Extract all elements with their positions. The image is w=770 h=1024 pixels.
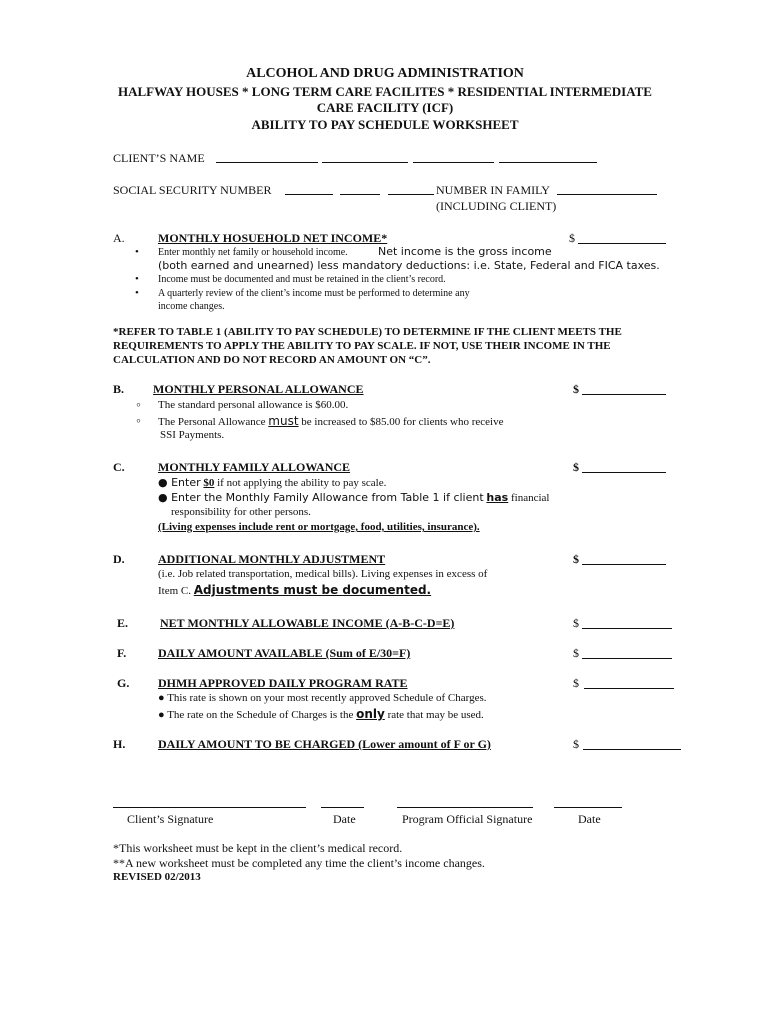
section-g-bullet2-a: ● The rate on the Schedule of Charges is the: [158, 709, 354, 721]
section-a-letter: A.: [113, 231, 125, 245]
section-c-bullet2-has: has: [486, 491, 509, 504]
section-a-bullet2: Income must be documented and must be retained in the client’s record.: [158, 274, 446, 285]
form-subtitle-line1: HALFWAY HOUSES * LONG TERM CARE FACILITES * RESIDENTIAL INTERMEDIATE: [118, 84, 652, 99]
refer-note-line3: CALCULATION AND DO NOT RECORD AN AMOUNT ON “C”.: [113, 354, 431, 366]
section-g-amount-field[interactable]: [584, 688, 674, 689]
bullet-dot: ∘: [135, 415, 142, 427]
section-a-bullet3-b: income changes.: [158, 301, 225, 312]
section-b-amount-field[interactable]: [582, 394, 666, 395]
section-f-dollar: $: [573, 646, 579, 660]
ssn-field-2[interactable]: [340, 194, 380, 195]
bullet-dot: •: [135, 287, 139, 299]
section-g-letter: G.: [117, 676, 130, 690]
section-a-dollar: $: [569, 231, 575, 245]
revised-date: REVISED 02/2013: [113, 871, 201, 883]
section-a-bullet1-b: Net income is the gross income: [378, 245, 552, 258]
section-c-dollar: $: [573, 460, 579, 474]
section-a-title: MONTHLY HOSUEHOLD NET INCOME*: [158, 231, 388, 245]
bullet-dot: •: [135, 246, 139, 258]
section-g-bullet2-b: rate that may be used.: [387, 709, 484, 721]
section-a-bullet1-c: (both earned and unearned) less mandatory deductions: i.e. State, Federal and FICA taxes.: [158, 259, 660, 272]
section-d-amount-field[interactable]: [582, 564, 666, 565]
client-name-field-2[interactable]: [322, 162, 408, 163]
section-c-bullet1-a: ● Enter: [158, 476, 201, 489]
worksheet-title: ABILITY TO PAY SCHEDULE WORKSHEET: [251, 117, 519, 132]
client-name-field-4[interactable]: [499, 162, 597, 163]
section-f-title: DAILY AMOUNT AVAILABLE (Sum of E/30=F): [158, 646, 411, 660]
bullet-dot: ∘: [135, 399, 142, 411]
section-d-dollar: $: [573, 552, 579, 566]
section-g-bullet1: ● This rate is shown on your most recently approved Schedule of Charges.: [158, 692, 487, 704]
section-f-amount-field[interactable]: [582, 658, 672, 659]
refer-note-line2: REQUIREMENTS TO APPLY THE ABILITY TO PAY SCALE. IF NOT, USE THEIR INCOME IN THE: [113, 340, 611, 352]
section-h-amount-field[interactable]: [583, 749, 681, 750]
section-c-letter: C.: [113, 460, 125, 474]
section-c-bullet1-zero: $0: [203, 477, 215, 489]
client-date-line[interactable]: [321, 807, 364, 808]
official-signature-label: Program Official Signature: [402, 812, 533, 826]
section-c-bullet2-c: responsibility for other persons.: [171, 506, 311, 518]
client-date-label: Date: [333, 812, 356, 826]
footer-note-1: *This worksheet must be kept in the client’s medical record.: [113, 841, 403, 855]
section-e-letter: E.: [117, 616, 129, 630]
section-e-title: NET MONTHLY ALLOWABLE INCOME (A-B-C-D=E): [160, 616, 455, 630]
section-c-bullet2-a: ● Enter the Monthly Family Allowance from Table 1 if client: [158, 491, 484, 504]
official-date-label: Date: [578, 812, 601, 826]
footer-note-2: **A new worksheet must be completed any time the client’s income changes.: [113, 856, 485, 870]
client-signature-line[interactable]: [113, 807, 306, 808]
section-b-bullet1: The standard personal allowance is $60.00.: [158, 399, 349, 411]
refer-note-line1: *REFER TO TABLE 1 (ABILITY TO PAY SCHEDULE) TO DETERMINE IF THE CLIENT MEETS THE: [113, 326, 622, 338]
section-a-bullet1-a: Enter monthly net family or household income.: [158, 247, 348, 258]
client-name-field-1[interactable]: [216, 162, 318, 163]
client-name-field-3[interactable]: [413, 162, 494, 163]
section-a-bullet3-a: A quarterly review of the client’s income must be performed to determine any: [158, 288, 470, 299]
family-count-field[interactable]: [557, 194, 657, 195]
section-c-bullet2-b: financial: [510, 492, 550, 504]
client-signature-label: Client’s Signature: [127, 812, 214, 826]
ssn-field-1[interactable]: [285, 194, 333, 195]
ssn-field-3[interactable]: [388, 194, 434, 195]
section-c-note: (Living expenses include rent or mortgage, food, utilities, insurance).: [158, 521, 480, 533]
section-a-amount-field[interactable]: [578, 243, 666, 244]
section-h-dollar: $: [573, 737, 579, 751]
section-c-bullet1-b: if not applying the ability to pay scale.: [217, 477, 387, 489]
form-title: ALCOHOL AND DRUG ADMINISTRATION: [246, 66, 524, 81]
ssn-label: SOCIAL SECURITY NUMBER: [113, 183, 272, 197]
section-h-letter: H.: [113, 737, 126, 751]
section-b-bullet2-c: SSI Payments.: [160, 429, 225, 441]
section-d-letter: D.: [113, 552, 125, 566]
family-count-note: (INCLUDING CLIENT): [436, 199, 557, 213]
section-b-bullet2-b: be increased to $85.00 for clients who receive: [301, 416, 504, 428]
section-c-title: MONTHLY FAMILY ALLOWANCE: [158, 460, 351, 474]
bullet-dot: •: [135, 273, 139, 285]
section-d-line2-b: Adjustments must be documented.: [193, 583, 432, 597]
official-signature-line[interactable]: [397, 807, 533, 808]
section-b-bullet2-must: must: [268, 414, 299, 428]
section-b-dollar: $: [573, 382, 579, 396]
form-subtitle-line2: CARE FACILITY (ICF): [316, 100, 454, 115]
section-g-bullet2-only: only: [356, 707, 385, 721]
section-b-letter: B.: [113, 382, 125, 396]
section-b-bullet2-a: The Personal Allowance: [158, 416, 266, 428]
section-d-line2-a: Item C.: [158, 585, 191, 597]
section-b-title: MONTHLY PERSONAL ALLOWANCE: [153, 382, 364, 396]
section-e-amount-field[interactable]: [582, 628, 672, 629]
section-e-dollar: $: [573, 616, 579, 630]
section-g-dollar: $: [573, 676, 579, 690]
section-c-amount-field[interactable]: [582, 472, 666, 473]
official-date-line[interactable]: [554, 807, 622, 808]
family-count-label: NUMBER IN FAMILY: [436, 183, 550, 197]
client-name-label: CLIENT’S NAME: [113, 151, 205, 165]
section-d-line1: (i.e. Job related transportation, medical bills). Living expenses in excess of: [158, 568, 488, 580]
section-h-title: DAILY AMOUNT TO BE CHARGED (Lower amount of F or G): [158, 737, 491, 751]
section-g-title: DHMH APPROVED DAILY PROGRAM RATE: [158, 676, 408, 690]
section-f-letter: F.: [117, 646, 127, 660]
section-d-title: ADDITIONAL MONTHLY ADJUSTMENT: [158, 552, 386, 566]
